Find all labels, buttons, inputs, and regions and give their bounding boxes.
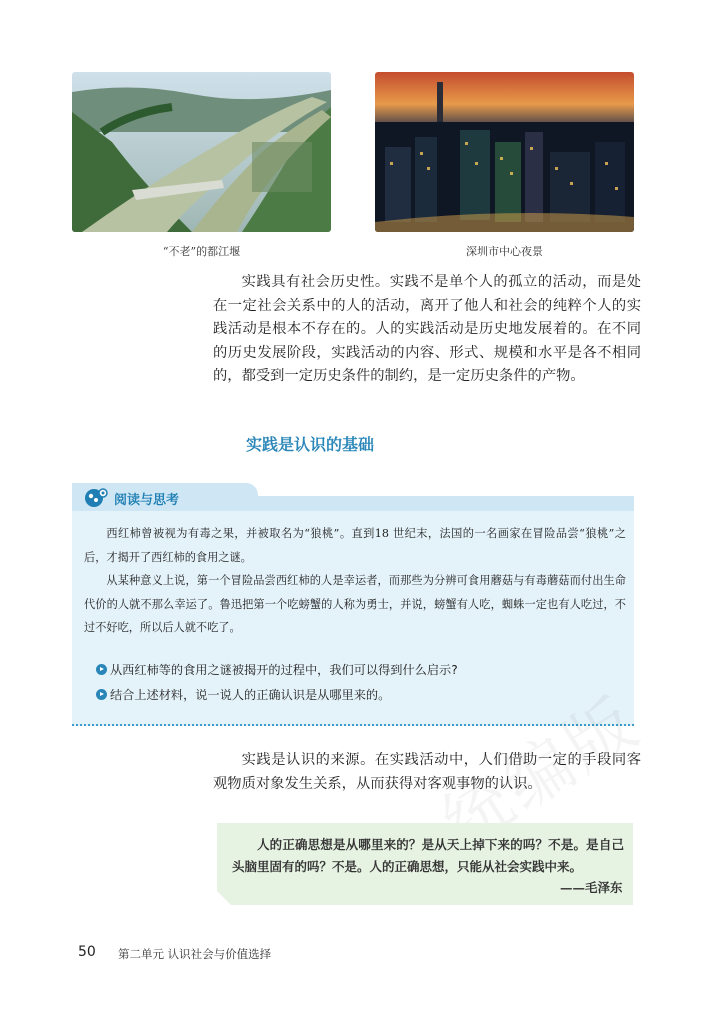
question-arrow-icon	[96, 689, 107, 700]
dujiangyan-photo	[72, 72, 331, 232]
reading-box-body	[84, 522, 626, 640]
quote-author: ——毛泽东	[560, 880, 623, 895]
reading-thinking-icon	[84, 486, 108, 510]
quote-text	[232, 834, 624, 878]
reading-box-title: 阅读与思考	[114, 493, 180, 508]
paragraph-social-history	[213, 271, 641, 389]
shenzhen-caption: 深圳市中心夜景	[466, 245, 543, 258]
reading-box-paragraph-2: 从某种意义上说，第一个冒险品尝西红柿的人是幸运者，而那些为分辨可食用蘑菇与有毒蘑菇而付出生命代价的人就不那么幸运了。鲁迅把第一个吃螃蟹的人称为勇士，并说，螃蟹有人吃，蜘蛛一定也有人吃过，不过不好吃，所以后人就不吃了。	[84, 574, 626, 634]
question-2: 结合上述材料，说一说人的正确认识是从哪里来的。	[110, 688, 391, 702]
page-number: 50	[78, 944, 96, 960]
reading-box-paragraph-1: 西红柿曾被视为有毒之果，并被取名为“狼桃”。直到18 世纪末，法国的一名画家在冒险品尝“狼桃”之后，才揭开了西红柿的食用之谜。	[84, 527, 626, 564]
paragraph-practice-source-text: 实践是认识的来源。在实践活动中，人们借助一定的手段同客观物质对象发生关系，从而获得对客观事物的认识。	[213, 752, 641, 792]
question-1: 从西红柿等的食用之谜被揭开的过程中，我们可以得到什么启示?	[110, 663, 458, 677]
quote-box-folded-corner	[217, 891, 231, 905]
quote-body: 人的正确思想是从哪里来的？是从天上掉下来的吗？不是。是自己头脑里固有的吗？不是。人的正确思想，只能从社会实践中来。	[232, 837, 624, 874]
paragraph-social-history-text: 实践具有社会历史性。实践不是单个人的孤立的活动，而是处在一定社会关系中的人的活动，离开了他人和社会的纯粹个人的实践活动是根本不存在的。人的实践活动是历史地发展着的。在不同的历史发展阶段，实践活动的内容、形式、规模和水平是各不相同的，都受到一定历史条件的制约，是一定历史条件的产物。	[213, 274, 641, 384]
shenzhen-night-photo	[375, 72, 634, 232]
dujiangyan-caption: “不老”的都江堰	[162, 245, 241, 258]
section-title: 实践是认识的基础	[246, 435, 375, 454]
footer-unit-title: 第二单元 认识社会与价值选择	[118, 947, 272, 961]
paragraph-practice-source	[213, 749, 641, 796]
question-arrow-icon	[96, 664, 107, 675]
